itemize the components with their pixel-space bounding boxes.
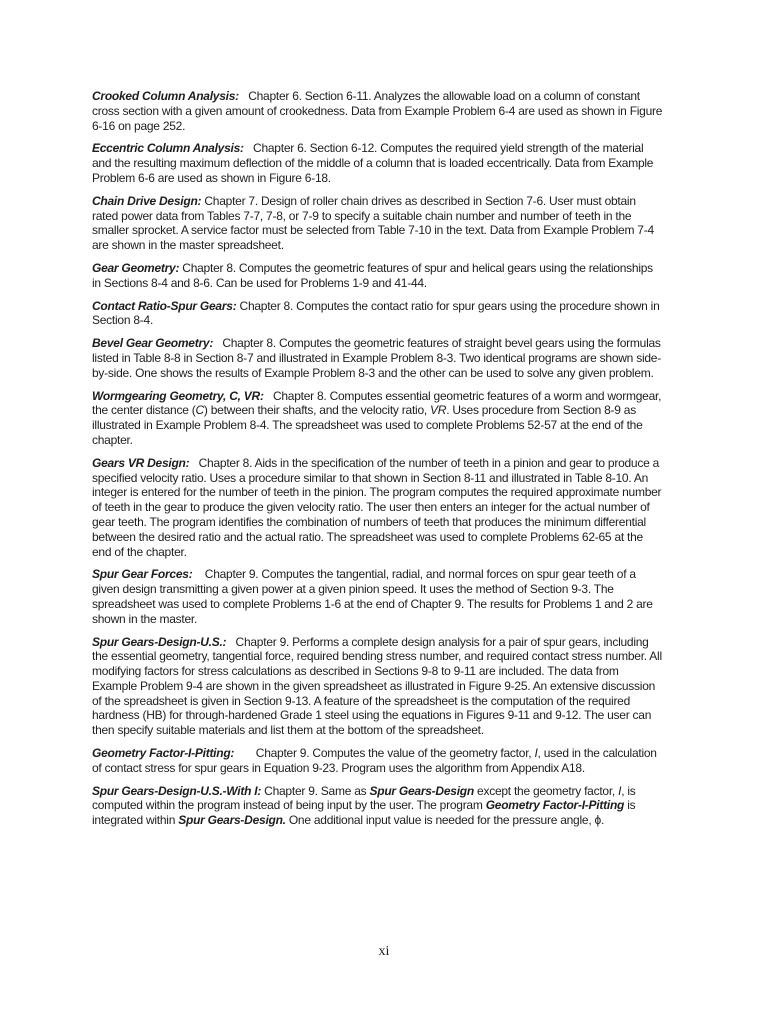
entry-title: Eccentric Column Analysis: — [92, 141, 244, 156]
entry-text: Chapter 9. Performs a complete design analysis for a pair of spur gears, including the essential geometry, tangential force, required bending stress number, and required contact stress number. All modifying factors for stress calculations as described in Sections 9-8 to 9-11 are included. The data from Example Problem 9-4 are shown in the given spreadsheet as illustrated in Figure 9-25. An extensive discussion of the spreadsheet is given in Section 9-13. A feature of the spreadsheet is the computation of the required hardness (HB) for through-hardened Grade 1 steel using the equations in Figures 9-11 and 9-12. The user can then specify suitable materials and list them at the bottom of the spreadsheet. — [92, 634, 662, 738]
entry-title: Crooked Column Analysis: — [92, 89, 239, 103]
entry-text: Chapter 6. Section 6-12. Computes the required yield strength of the material and the resulting maximum deflection of the middle of a column that is loaded eccentrically. Data from Example Problem 6-6 are used as shown in Figure 6-18. — [92, 141, 654, 185]
entry-title: Spur Gears-Design-U.S.-With I: — [92, 783, 262, 798]
entry-text: ) between their shafts, and the velocity ratio, — [203, 403, 431, 418]
entry-title: Spur Gears-Design-U.S.: — [92, 634, 227, 649]
program-reference: Spur Gears-Design — [369, 783, 474, 798]
entry-text: . Uses procedure from Section 8-9 as illustrated in Example Problem 8-4. The spreadsheet was used to complete Problems 52-57 at the end of the chapter. — [92, 403, 643, 447]
entry-title: Wormgearing Geometry, C, VR: — [92, 388, 264, 403]
entry-text: Chapter 8. Computes the geometric features of spur and helical gears using the relationships in Sections 8-4 and 8-6. Can be used for Problems 1-9 and 41-44. — [92, 260, 653, 290]
entry-wormgearing — [92, 389, 663, 448]
entry-title: Contact Ratio-Spur Gears: — [92, 298, 237, 313]
entry-spur-gears-design — [92, 635, 663, 739]
program-reference: Geometry Factor-I-Pitting — [485, 798, 625, 813]
entry-text: Chapter 9. Computes the value of the geometry factor, — [255, 746, 535, 761]
entry-eccentric-column — [92, 141, 663, 185]
symbol-i: I — [534, 746, 538, 761]
program-reference: Spur Gears-Design. — [178, 813, 286, 828]
entry-title: Spur Gear Forces: — [92, 567, 193, 582]
entry-title: Bevel Gear Geometry: — [92, 336, 214, 351]
entry-text: Chapter 8. Aids in the specification of the number of teeth in a pinion and gear to produce a specified velocity ratio. Uses a procedure similar to that shown in Section 8-11 and illustrated in Table 8-10. An integer is entered for the number of teeth in the pinion. The program computes the required approximate number of teeth in the gear to produce the given velocity ratio. The user then enters an integer for the actual number of gear teeth. The program identifies the combination of numbers of teeth that produces the minimum differential between the desired ratio and the actual ratio. The spreadsheet was used to complete Problems 62-65 at the end of the chapter. — [92, 455, 662, 559]
entry-text: is integrated within — [92, 798, 636, 828]
entry-text: Chapter 9. Computes the tangential, radial, and normal forces on spur gear teeth of a given design transmitting a given power at a given pinion speed. It uses the method of Section 9-3. The spreadsheet was used to complete Problems 1-6 at the end of Chapter 9. The results for Problems 1 and 2 are shown in the master. — [92, 567, 653, 626]
entry-text: Chapter 8. Computes the contact ratio for spur gears using the procedure shown in Section 8-4. — [92, 298, 660, 328]
entry-gear-geometry — [92, 261, 663, 291]
entry-text: Chapter 9. Same as — [264, 783, 370, 798]
entry-geometry-factor — [92, 746, 663, 776]
entry-crooked-column — [92, 89, 663, 133]
entry-title: Chain Drive Design: — [92, 193, 202, 208]
symbol-c: C — [195, 403, 204, 418]
entry-text: , used in the calculation of contact stress for spur gears in Equation 9-23. Program uses the algorithm from Appendix A18. — [92, 746, 657, 775]
entry-text: Chapter 8. Computes the geometric features of straight bevel gears using the formulas listed in Table 8-8 in Section 8-7 and illustrated in Example Problem 8-3. Two identical programs are shown side-by-side. One shows the results of Example Problem 8-3 and the other can be used to solve any given problem. — [92, 336, 661, 380]
entry-text: Chapter 6. Section 6-11. Analyzes the allowable load on a column of constant cross section with a given amount of crookedness. Data from Example Problem 6-4 are used as shown in Figure 6-16 on page 252. — [92, 89, 663, 133]
symbol-i: I — [618, 783, 622, 798]
entry-contact-ratio — [92, 299, 663, 329]
document-body — [92, 89, 663, 836]
entry-spur-gear-forces — [92, 567, 663, 626]
entry-text: , is computed within the program instead of being input by the user. The program — [92, 783, 636, 813]
entry-text: Chapter 8. Computes essential geometric features of a worm and wormgear, the center distance ( — [92, 388, 662, 418]
entry-bevel-gear — [92, 336, 663, 380]
entry-gears-vr-design — [92, 456, 663, 560]
entry-title: Gear Geometry: — [92, 260, 180, 275]
entry-chain-drive — [92, 194, 663, 253]
entry-text: . — [600, 813, 605, 828]
entry-text: Chapter 7. Design of roller chain drives as described in Section 7-6. User must obtain rated power data from Tables 7-7, 7-8, or 7-9 to specify a suitable chain number and number of teeth in the smaller sprocket. A service factor must be selected from Table 7-10 in the text. Data from Example Problem 7-4 are shown in the master spreadsheet. — [92, 193, 654, 253]
entry-text: One additional input value is needed for the pressure angle, — [285, 813, 595, 828]
page-number: xi — [378, 944, 390, 959]
symbol-phi: ϕ — [594, 813, 601, 828]
entry-title: Geometry Factor-I-Pitting: — [92, 746, 235, 761]
symbol-vr: VR — [430, 403, 447, 418]
entry-text: except the geometry factor, — [473, 783, 619, 798]
entry-title: Gears VR Design: — [92, 455, 190, 470]
entry-spur-gears-design-with-i — [92, 784, 663, 828]
